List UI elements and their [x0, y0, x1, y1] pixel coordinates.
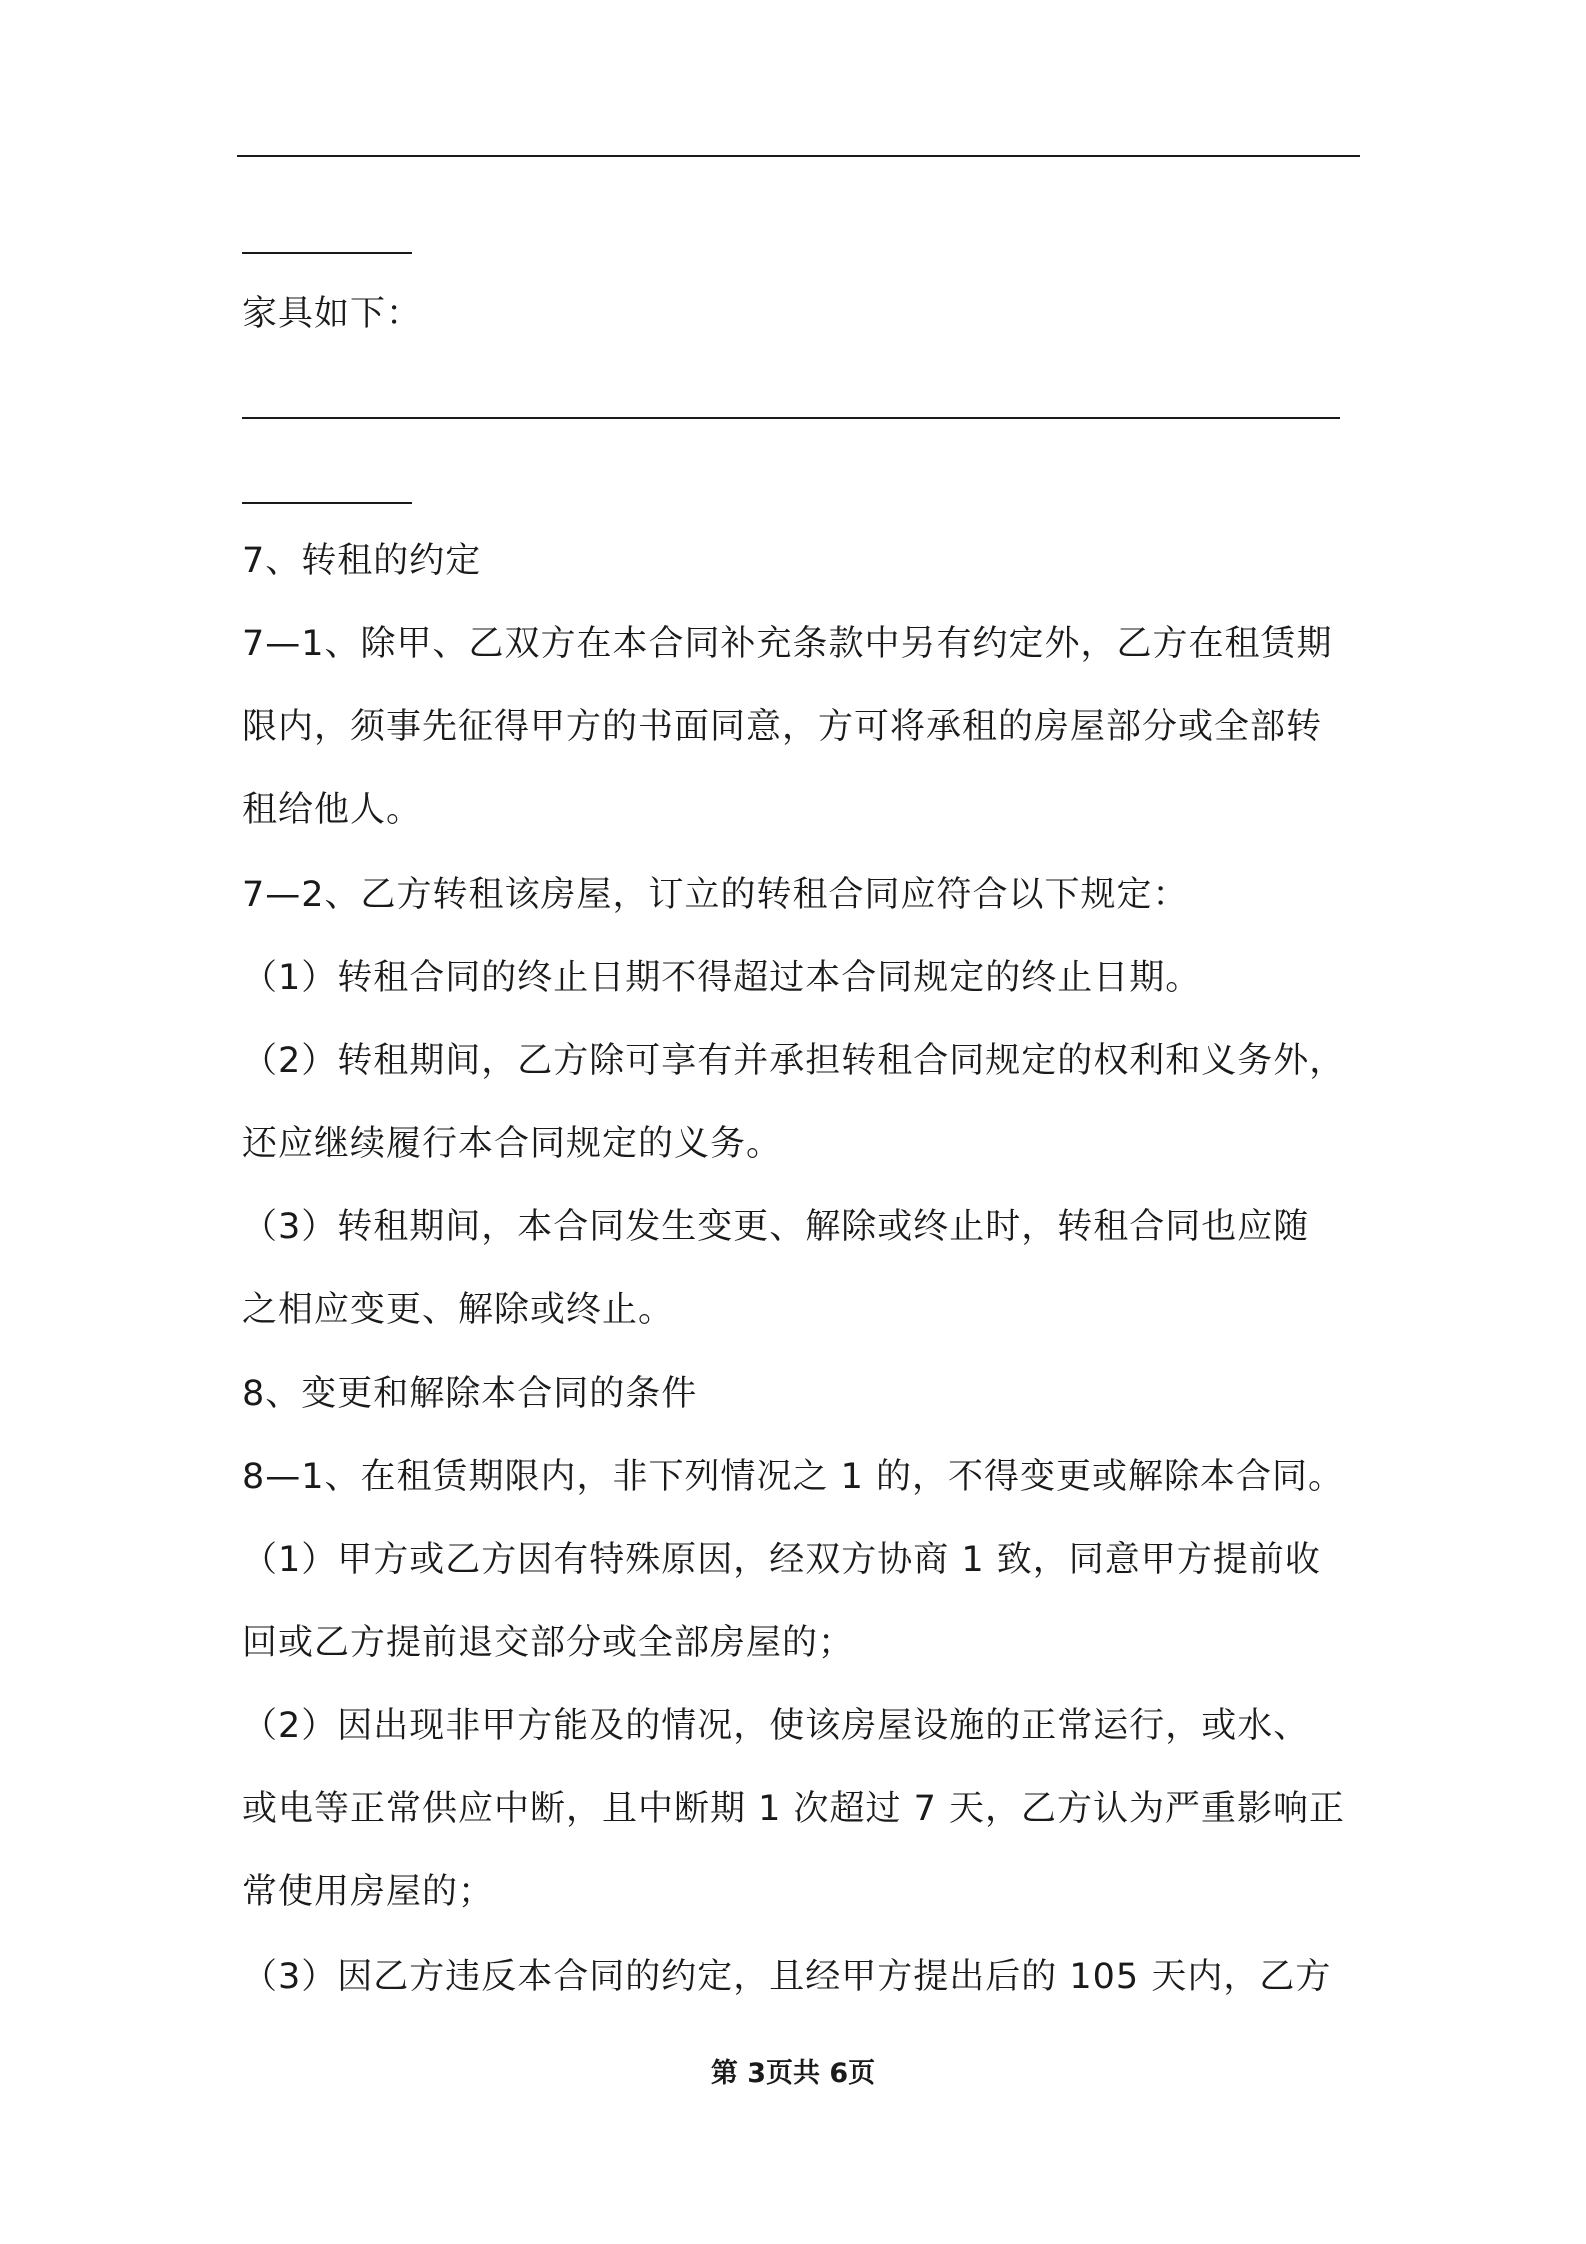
blank-fill-line: [242, 252, 412, 254]
paragraph-line: 7—1、除甲、乙双方在本合同补充条款中另有约定外，乙方在租赁期: [242, 624, 1333, 664]
section-heading: 8、变更和解除本合同的条件: [242, 1374, 698, 1414]
paragraph-line: 之相应变更、解除或终止。: [242, 1290, 675, 1330]
paragraph-line: 常使用房屋的；: [242, 1872, 495, 1912]
paragraph-line: （3）转租期间，本合同发生变更、解除或终止时，转租合同也应随: [242, 1207, 1310, 1247]
paragraph-line: 或电等正常供应中断，且中断期 1 次超过 7 天，乙方认为严重影响正: [242, 1789, 1346, 1829]
paragraph-line: 8—1、在租赁期限内，非下列情况之 1 的，不得变更或解除本合同。: [242, 1457, 1345, 1497]
paragraph-line: （2）转租期间，乙方除可享有并承担转租合同规定的权利和义务外，: [242, 1041, 1346, 1081]
page-number-footer: 第 3页共 6页: [710, 2058, 876, 2089]
paragraph-line: （1）转租合同的终止日期不得超过本合同规定的终止日期。: [242, 958, 1202, 998]
paragraph-line: （2）因出现非甲方能及的情况，使该房屋设施的正常运行，或水、: [242, 1706, 1310, 1746]
paragraph-line: 还应继续履行本合同规定的义务。: [242, 1124, 783, 1164]
paragraph-line: 7—2、乙方转租该房屋，订立的转租合同应符合以下规定：: [242, 875, 1189, 915]
paragraph-line: （1）甲方或乙方因有特殊原因，经双方协商 1 致，同意甲方提前收: [242, 1540, 1321, 1580]
paragraph-line: （3）因乙方违反本合同的约定，且经甲方提出后的 105 天内，乙方: [242, 1957, 1332, 1997]
top-rule: [237, 155, 1360, 157]
paragraph-line: 回或乙方提前退交部分或全部房屋的；: [242, 1623, 855, 1663]
blank-fill-line: [242, 502, 412, 504]
blank-fill-line: [242, 417, 1340, 419]
section-heading: 7、转租的约定: [242, 541, 482, 581]
paragraph-line: 租给他人。: [242, 790, 423, 830]
paragraph-line: 限内，须事先征得甲方的书面同意，方可将承租的房屋部分或全部转: [242, 707, 1323, 747]
furniture-heading: 家具如下：: [242, 294, 423, 334]
